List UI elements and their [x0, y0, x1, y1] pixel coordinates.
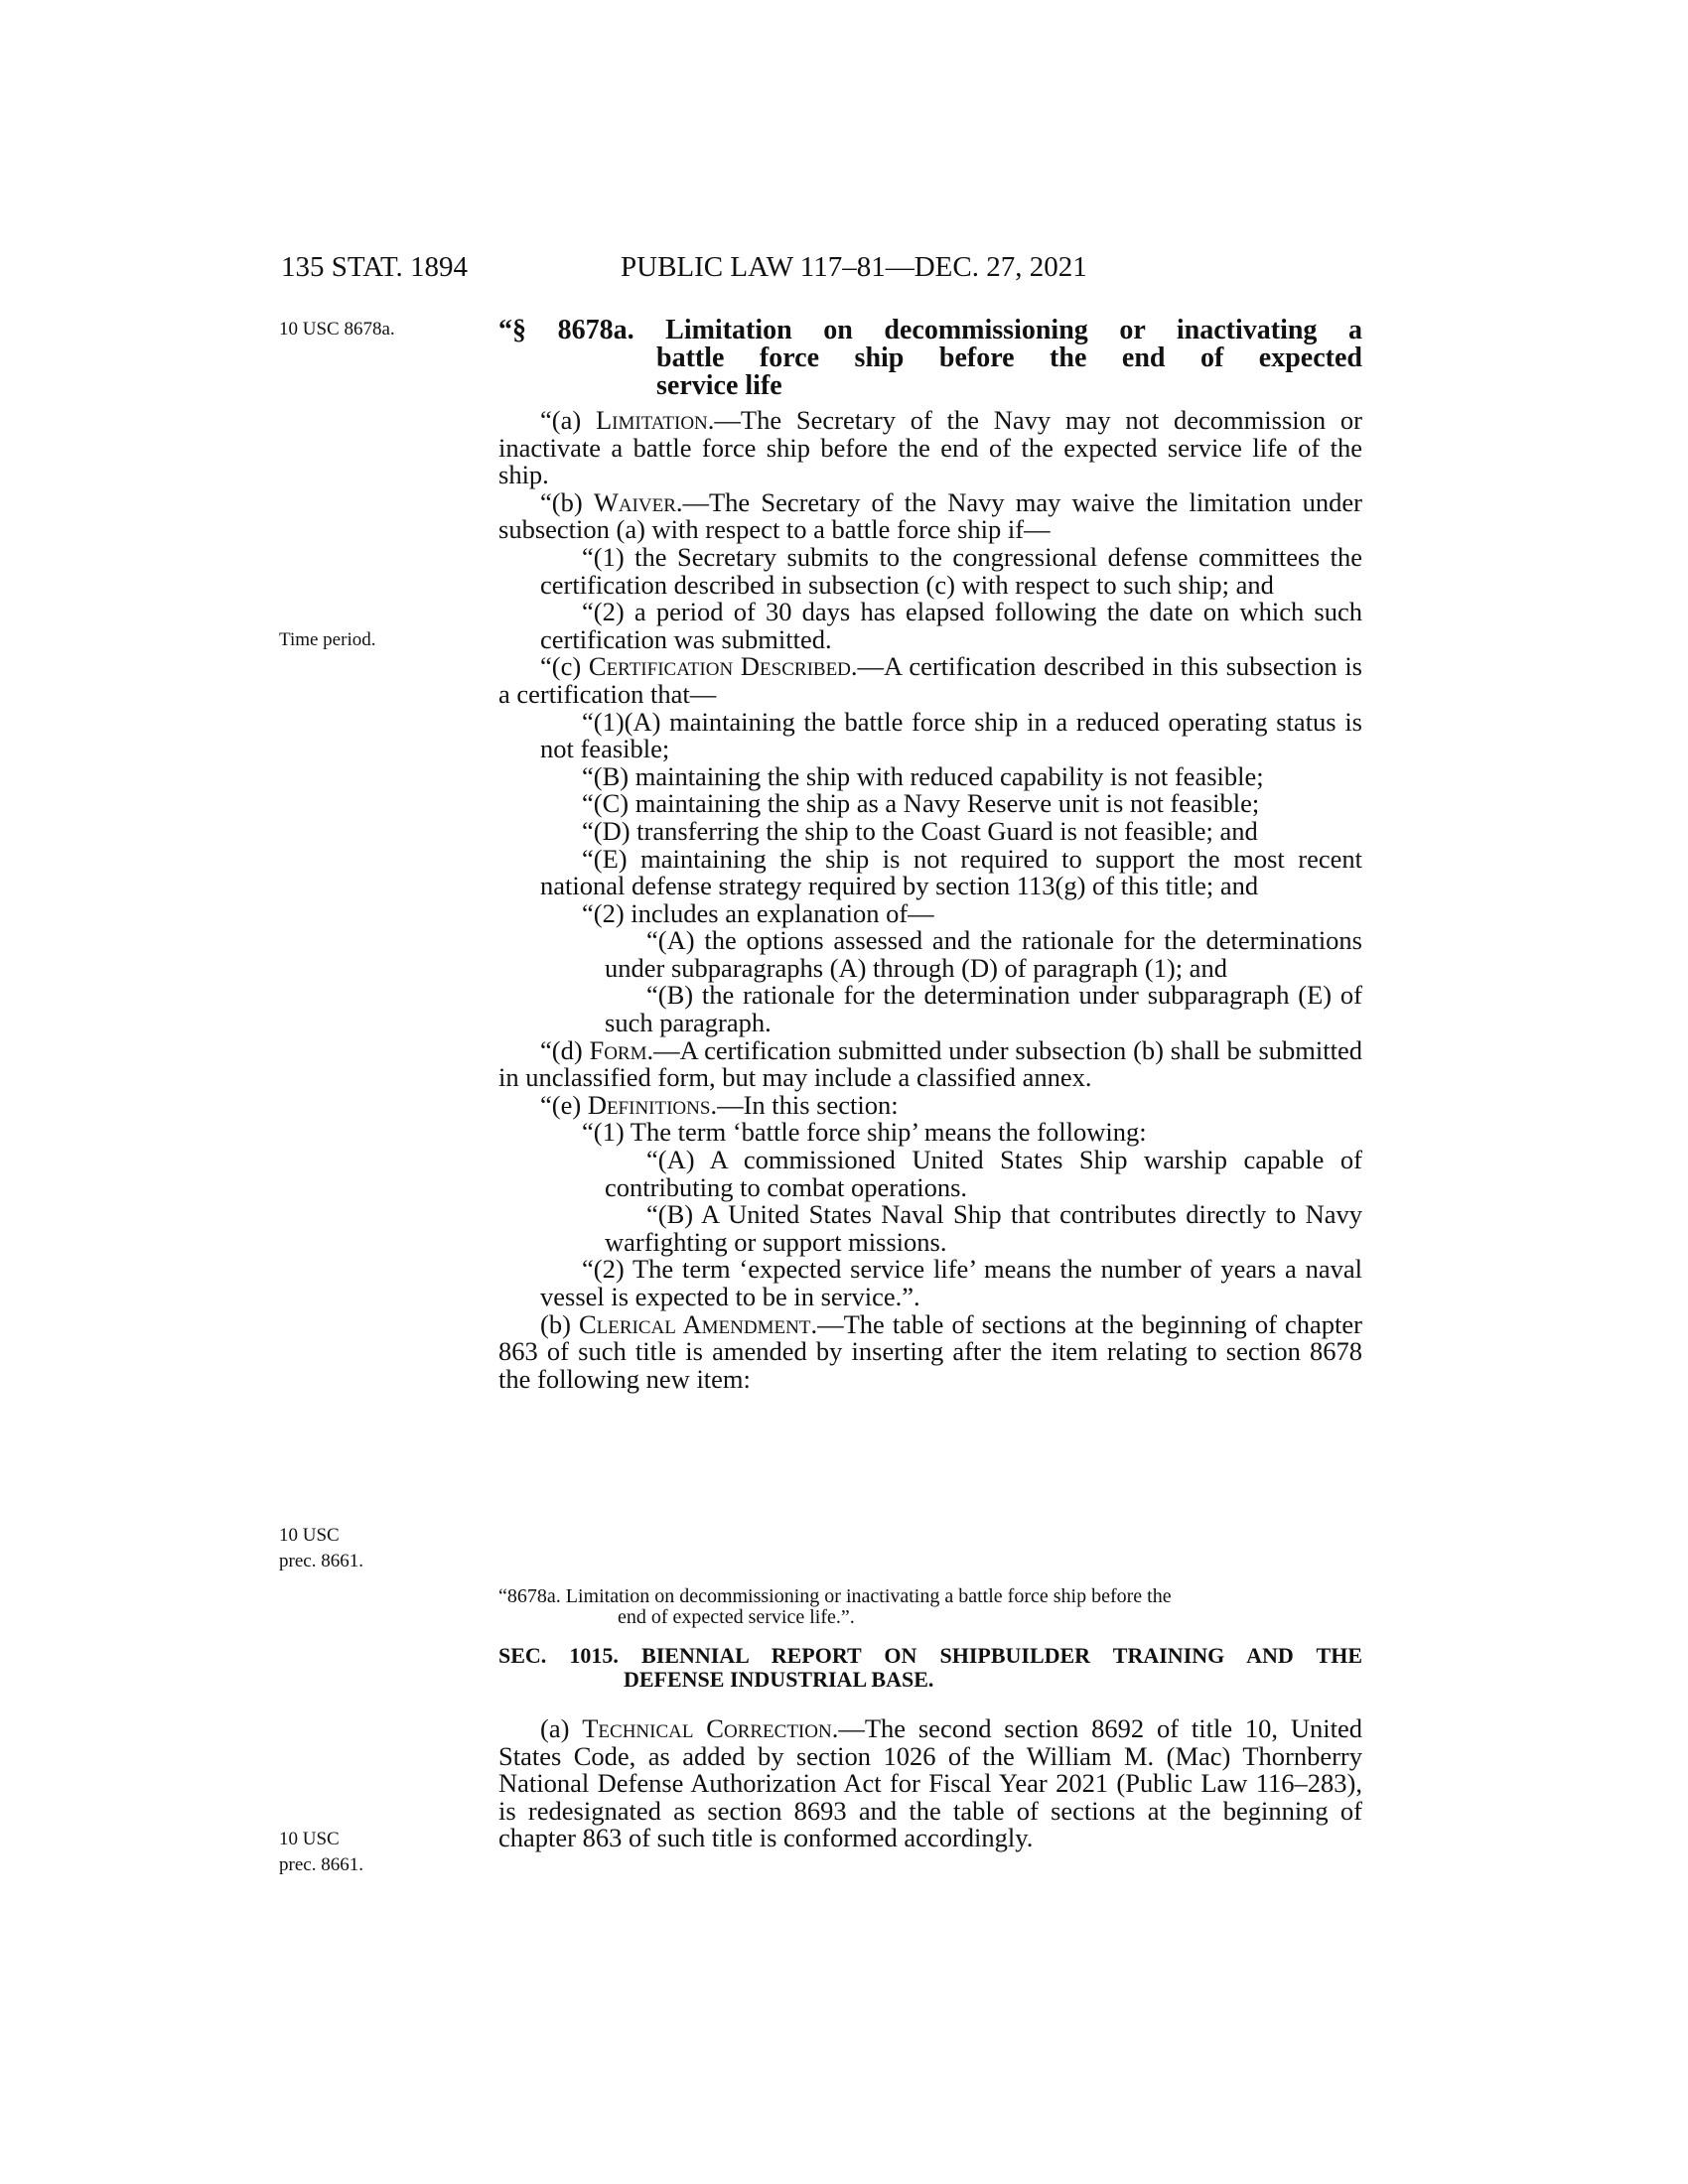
- subsection-e: “(e) Definitions.—In this section:: [540, 1089, 899, 1120]
- section-8678a-body: [498, 407, 1362, 1393]
- section-1015-heading: [498, 1644, 1362, 1692]
- margin-note-line: 10 USC: [279, 1525, 340, 1546]
- section-8678a-heading: [498, 317, 1362, 400]
- paragraph-c1E: “(E) maintaining the ship is not required to support the most recent national defense strategy required by section 113(g) of this title; and: [540, 843, 1362, 901]
- subsection-c: “(c) Certification Described.—A certification described in this subsection is a certification that—: [498, 651, 1362, 709]
- paragraph-c2: “(2) includes an explanation of—: [582, 897, 934, 928]
- section-1015-body: [498, 1715, 1362, 1852]
- toc-new-item: [498, 1586, 1362, 1628]
- paragraph-b2: “(2) a period of 30 days has elapsed following the date on which such certification was submitted.: [540, 597, 1362, 654]
- margin-note-usc-8678a: 10 USC 8678a.: [279, 319, 395, 340]
- heading-line: DEFENSE INDUSTRIAL BASE.: [624, 1667, 934, 1692]
- paragraph-c1B: “(B) maintaining the ship with reduced capability is not feasible;: [582, 760, 1264, 791]
- paragraph-c1C: “(C) maintaining the ship as a Navy Reserve unit is not feasible;: [582, 788, 1260, 819]
- clerical-amendment: (b) Clerical Amendment.—The table of sections at the beginning of chapter 863 of such title is amended by inserting after the item relating to section 8678 the following new item:: [498, 1308, 1362, 1394]
- paragraph-b1: “(1) the Secretary submits to the congressional defense committees the certification described in subsection (c) with respect to such ship; and: [540, 541, 1362, 600]
- margin-note-line: prec. 8661.: [279, 1854, 363, 1875]
- paragraph-c1A: “(1)(A) maintaining the battle force ship in a reduced operating status is not feasible;: [540, 706, 1362, 764]
- margin-note-time-period: Time period.: [279, 629, 376, 650]
- subparagraph-e1A: “(A) A commissioned United States Ship warship capable of contributing to combat operations.: [605, 1145, 1362, 1202]
- subparagraph-e1B: “(B) A United States Naval Ship that contributes directly to Navy warfighting or support missions.: [605, 1199, 1362, 1257]
- margin-note-line: prec. 8661.: [279, 1551, 363, 1571]
- heading-line: SEC. 1015. BIENNIAL REPORT ON SHIPBUILDER TRAINING AND THE: [498, 1643, 1362, 1668]
- paragraph-e1: “(1) The term ‘battle force ship’ means the following:: [582, 1117, 1147, 1148]
- public-law-title: PUBLIC LAW 117–81—DEC. 27, 2021: [621, 251, 1087, 283]
- subparagraph-c2A: “(A) the options assessed and the rationale for the determinations under subparagraphs (A) through (D) of paragraph (1); and: [605, 925, 1362, 983]
- subsection-a-technical-correction: (a) Technical Correction.—The second section 8692 of title 10, United States Code, as added by section 1026 of the William M. (Mac) Thornberry National Defense Authorization Act for Fiscal Year 2021 (Public Law 116–283), is redesignated as section 8693 and the table of sections at the beginning of chapter 863 of such title is conformed accordingly.: [498, 1713, 1363, 1853]
- paragraph-e2: “(2) The term ‘expected service life’ means the number of years a naval vessel is expected to be in service.”.: [540, 1254, 1362, 1311]
- toc-line: end of expected service life.”.: [618, 1606, 855, 1628]
- toc-line: “8678a. Limitation on decommissioning or inactivating a battle force ship before the: [498, 1585, 1172, 1607]
- heading-line: “§ 8678a. Limitation on decommissioning or inactivating a: [498, 315, 1362, 345]
- subsection-a: “(a) Limitation.—The Secretary of the Navy may not decommission or inactivate a battle force ship before the end of the expected service life of the ship.: [498, 405, 1362, 490]
- subsection-d: “(d) Form.—A certification submitted under subsection (b) shall be submitted in unclassified form, but may include a classified annex.: [498, 1034, 1362, 1093]
- heading-line: service life: [656, 370, 782, 401]
- heading-line: battle force ship before the end of expected: [656, 342, 1362, 373]
- paragraph-c1D: “(D) transferring the ship to the Coast Guard is not feasible; and: [582, 815, 1258, 846]
- subparagraph-c2B: “(B) the rationale for the determination under subparagraph (E) of such paragraph.: [605, 980, 1362, 1038]
- margin-note-usc-prec-1: [279, 1523, 428, 1574]
- margin-note-usc-prec-2: [279, 1827, 428, 1878]
- stat-page-number: 135 STAT. 1894: [281, 251, 469, 283]
- margin-note-line: 10 USC: [279, 1829, 340, 1849]
- subsection-b: “(b) Waiver.—The Secretary of the Navy may waive the limitation under subsection (a) with respect to a battle force ship if—: [498, 486, 1362, 545]
